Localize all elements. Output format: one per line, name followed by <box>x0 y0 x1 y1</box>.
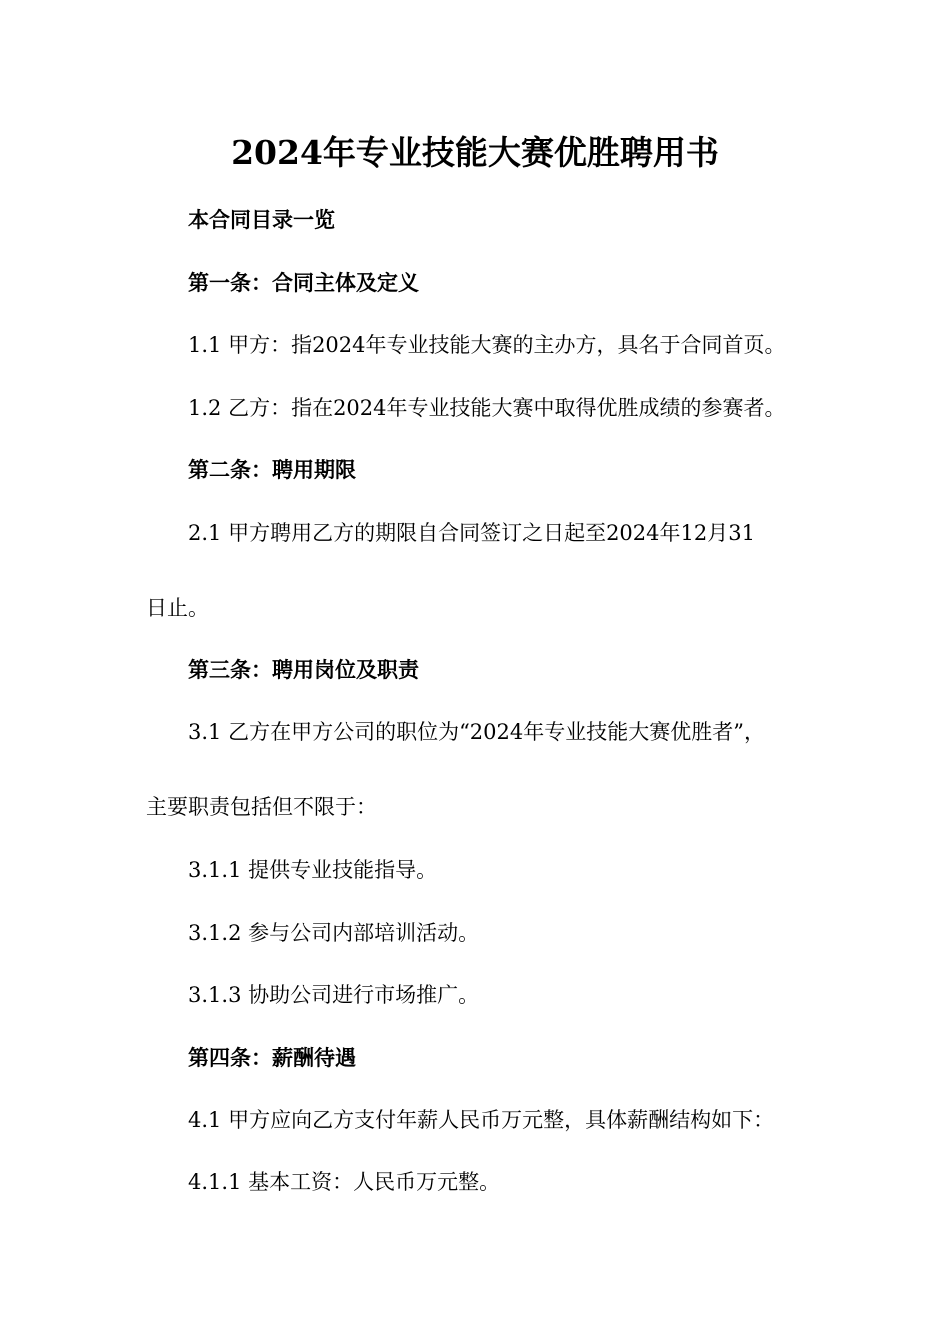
clause-3-1: 3.1 乙方在甲方公司的职位为“2024年专业技能大赛优胜者”， <box>188 720 765 744</box>
clause-3-1-2: 3.1.2 参与公司内部培训活动。 <box>188 921 480 945</box>
clause-3-1-3: 3.1.3 协助公司进行市场推广。 <box>188 983 480 1007</box>
clause-2-1-continued: 日止。 <box>146 596 209 620</box>
toc-heading: 本合同目录一览 <box>188 208 335 232</box>
clause-3-1-1: 3.1.1 提供专业技能指导。 <box>188 858 438 882</box>
clause-3-1-continued: 主要职责包括但不限于： <box>146 795 377 819</box>
article-2-heading: 第二条：聘用期限 <box>188 458 356 482</box>
clause-4-1-1: 4.1.1 基本工资：人民币万元整。 <box>188 1170 501 1194</box>
article-3-heading: 第三条：聘用岗位及职责 <box>188 658 419 682</box>
document-title: 2024年专业技能大赛优胜聘用书 <box>231 133 719 172</box>
clause-1-2: 1.2 乙方：指在2024年专业技能大赛中取得优胜成绩的参赛者。 <box>188 396 786 420</box>
clause-2-1: 2.1 甲方聘用乙方的期限自合同签订之日起至2024年12月31 <box>188 521 755 545</box>
clause-1-1: 1.1 甲方：指2024年专业技能大赛的主办方，具名于合同首页。 <box>188 333 786 357</box>
clause-4-1: 4.1 甲方应向乙方支付年薪人民币万元整，具体薪酬结构如下： <box>188 1108 775 1132</box>
article-4-heading: 第四条：薪酬待遇 <box>188 1046 356 1070</box>
article-1-heading: 第一条：合同主体及定义 <box>188 271 419 295</box>
